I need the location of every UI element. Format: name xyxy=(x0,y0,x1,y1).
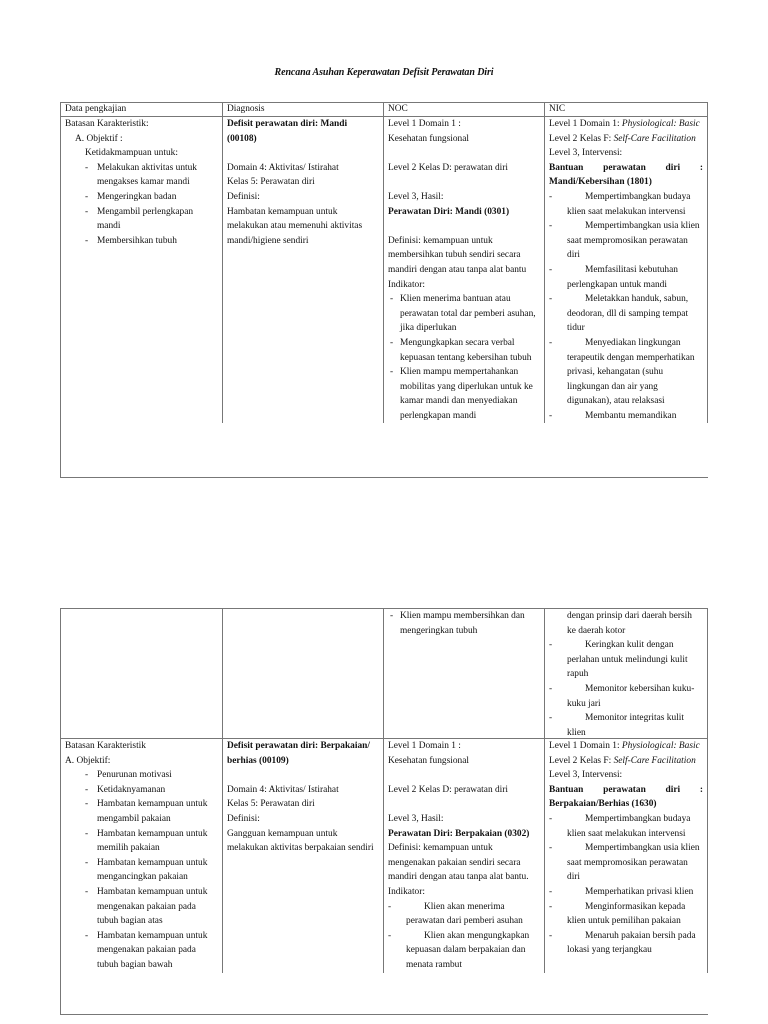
diagnosis-kelas: Kelas 5: Perawatan diri xyxy=(227,799,315,810)
cell-diagnosis-mandi xyxy=(223,117,384,423)
noc-indikator-list xyxy=(388,900,540,973)
row-defisit-mandi-continued xyxy=(61,609,708,739)
list-item: - Klien mampu mempertahankan mobilitas yang diperlukan untuk ke kamar mandi dan menyediakan perlengkapan mandi xyxy=(388,365,540,423)
list-item: - Keringkan kulit dengan perlahan untuk melindungi kulit rapuh xyxy=(549,638,703,682)
diagnosis-definisi: Gangguan kemampuan untuk melakukan aktivitas berpakaian sendiri xyxy=(227,828,374,854)
list-item: - Klien mampu membersihkan dan mengeringkan tubuh xyxy=(388,609,540,638)
noc-outcome: Perawatan Diri: Mandi (0301) xyxy=(388,206,510,217)
noc-level2: Level 2 Kelas D: perawatan diri xyxy=(388,784,509,795)
diagnosis-domain: Domain 4: Aktivitas/ Istirahat xyxy=(227,162,339,173)
list-item: - Menaruh pakaian bersih pada lokasi yang terjangkau xyxy=(549,929,703,958)
cell-nic-berpakaian xyxy=(545,739,708,973)
cell-noc-berpakaian xyxy=(384,739,545,973)
nic-intervensi-b: Mandi/Kebersihan (1801) xyxy=(549,177,652,188)
list-item: - Mempertimbangkan usia klien saat mempromosikan perawatan diri xyxy=(549,219,703,263)
nic-continued-text: dengan prinsip dari daerah bersih ke daerah kotor xyxy=(567,611,692,636)
diagnosis-definisi-label: Definisi: xyxy=(227,191,260,202)
diagnosis-definisi-label: Definisi: xyxy=(227,813,260,824)
noc-indikator-label: Indikator: xyxy=(388,886,425,897)
nic-aktivitas-list xyxy=(549,812,703,958)
list-item: - Hambatan kemampuan untuk mengenakan pakaian pada tubuh bagian atas xyxy=(65,885,218,929)
nic-intervensi-a: Bantuan perawatan diri : xyxy=(549,784,703,795)
list-item: - Hambatan kemampuan untuk mengenakan pakaian pada tubuh bagian bawah xyxy=(65,929,218,973)
list-item: - Menginformasikan kepada klien untuk pemilihan pakaian xyxy=(549,900,703,929)
header-nic: NIC xyxy=(545,103,708,116)
list-item: - Ketidaknyamanan xyxy=(65,783,218,798)
list-item: - Menyediakan lingkungan terapeutik dengan memperhatikan privasi, kehangatan (suhu lingkungan dan air yang digunakan), atau relaksasi xyxy=(549,336,703,409)
batasan-heading: Batasan Karakteristik xyxy=(65,741,146,751)
nic-level2: Level 2 Kelas F: Self-Care Facilitation xyxy=(549,755,696,766)
list-item: - Memfasilitasi kebutuhan perlengkapan untuk mandi xyxy=(549,263,703,292)
diagnosis-title: Defisit perawatan diri: Berpakaian/ berhias (00109) xyxy=(227,741,370,766)
noc-level2: Level 2 Kelas D: perawatan diri xyxy=(388,162,509,173)
noc-definisi: Definisi: kemampuan untuk mengenakan pakaian sendiri secara mandiri dengan atau tanpa alat bantu. xyxy=(388,843,529,883)
nic-level1: Level 1 Domain 1: Physiological: Basic xyxy=(549,119,700,129)
list-item: - Mempertimbangkan budaya klien saat melakukan intervensi xyxy=(549,190,703,219)
nic-aktivitas-list xyxy=(549,190,703,424)
row-defisit-berpakaian xyxy=(61,739,708,973)
care-plan-table-page-2 xyxy=(60,608,708,1015)
row-defisit-mandi xyxy=(61,117,708,423)
noc-level3: Level 3, Hasil: xyxy=(388,191,444,202)
karakteristik-list xyxy=(65,161,218,249)
list-item: - Memonitor kebersihan kuku-kuku jari xyxy=(549,682,703,711)
batasan-heading: Batasan Karakteristik: xyxy=(65,119,149,129)
list-item: - Penurunan motivasi xyxy=(65,768,218,783)
diagnosis-domain: Domain 4: Aktivitas/ Istirahat xyxy=(227,784,339,795)
nic-level1: Level 1 Domain 1: Physiological: Basic xyxy=(549,741,700,751)
list-item: - Klien akan menerima perawatan dari pemberi asuhan xyxy=(388,900,540,929)
list-item: - Melakukan aktivitas untuk mengakses kamar mandi xyxy=(65,161,218,190)
objektif-label: A. Objektif : xyxy=(75,133,123,144)
cell-data-pengkajian-mandi xyxy=(61,117,223,423)
nic-level3: Level 3, Intervensi: xyxy=(549,770,623,781)
list-item: - Mempertimbangkan budaya klien saat melakukan intervensi xyxy=(549,812,703,841)
list-item: - Memonitor integritas kulit klien xyxy=(549,711,703,738)
nic-level3: Level 3, Intervensi: xyxy=(549,148,623,159)
list-item: - Membantu memandikan xyxy=(549,409,703,424)
list-item: - Hambatan kemampuan untuk mengancingkan pakaian xyxy=(65,856,218,885)
list-item: - Mengambil perlengkapan mandi xyxy=(65,205,218,234)
noc-level1: Level 1 Domain 1 : xyxy=(388,119,461,129)
list-item: - Mempertimbangkan usia klien saat mempromosikan perawatan diri xyxy=(549,841,703,885)
noc-outcome: Perawatan Diri: Berpakaian (0302) xyxy=(388,828,530,839)
list-item: - Hambatan kemampuan untuk mengambil pakaian xyxy=(65,797,218,826)
cell-data-pengkajian-berpakaian xyxy=(61,739,223,973)
list-item: - Hambatan kemampuan untuk memilih pakaian xyxy=(65,827,218,856)
document-title: Rencana Asuhan Keperawatan Defisit Perawatan Diri xyxy=(274,67,494,78)
cell-data-pengkajian-cont xyxy=(61,609,223,738)
header-data-pengkajian: Data pengkajian xyxy=(61,103,223,116)
cell-noc-mandi xyxy=(384,117,545,423)
nic-intervensi-a: Bantuan perawatan diri : xyxy=(549,162,703,173)
objektif-label: A. Objektif: xyxy=(65,755,111,766)
table-header-row xyxy=(61,103,708,117)
ketidakmampuan-label: Ketidakmampuan untuk: xyxy=(85,148,178,159)
cell-nic-mandi xyxy=(545,117,708,423)
nic-intervensi-b: Berpakaian/Berhias (1630) xyxy=(549,799,657,810)
diagnosis-definisi: Hambatan kemampuan untuk melakukan atau memenuhi aktivitas mandi/higiene sendiri xyxy=(227,206,363,246)
noc-indikator-list xyxy=(388,292,540,423)
list-item: - Klien akan mengungkapkan kepuasan dalam berpakaian dan menata rambut xyxy=(388,929,540,973)
list-item: - Klien menerima bantuan atau perawatan total dar pemberi asuhan, jika diperlukan xyxy=(388,292,540,336)
noc-indikator-label: Indikator: xyxy=(388,279,425,290)
noc-indikator-list-cont xyxy=(388,609,540,638)
cell-noc-mandi-cont xyxy=(384,609,545,738)
list-item: - Memperhatikan privasi klien xyxy=(549,885,703,900)
karakteristik-list xyxy=(65,768,218,972)
cell-diagnosis-cont xyxy=(223,609,384,738)
list-item: - Meletakkan handuk, sabun, deodoran, dll di samping tempat tidur xyxy=(549,292,703,336)
diagnosis-kelas: Kelas 5: Perawatan diri xyxy=(227,177,315,188)
noc-level3: Level 3, Hasil: xyxy=(388,813,444,824)
list-item: - Mengeringkan badan xyxy=(65,190,218,205)
header-diagnosis: Diagnosis xyxy=(223,103,384,116)
noc-level1-text: Kesehatan fungsional xyxy=(388,755,469,766)
header-noc: NOC xyxy=(384,103,545,116)
care-plan-table-page-1 xyxy=(60,102,708,478)
noc-definisi: Definisi: kemampuan untuk membersihkan tubuh sendiri secara mandiri dengan atau tanpa alat bantu xyxy=(388,235,527,275)
nic-level2: Level 2 Kelas F: Self-Care Facilitation xyxy=(549,133,696,144)
noc-level1: Level 1 Domain 1 : xyxy=(388,741,461,751)
noc-level1-text: Kesehatan fungsional xyxy=(388,133,469,144)
nic-aktivitas-list-cont xyxy=(549,638,703,738)
cell-nic-mandi-cont xyxy=(545,609,708,738)
list-item: - Membersihkan tubuh xyxy=(65,234,218,249)
list-item: - Mengungkapkan secara verbal kepuasan tentang kebersihan tubuh xyxy=(388,336,540,365)
cell-diagnosis-berpakaian xyxy=(223,739,384,973)
diagnosis-title: Defisit perawatan diri: Mandi (00108) xyxy=(227,119,348,144)
